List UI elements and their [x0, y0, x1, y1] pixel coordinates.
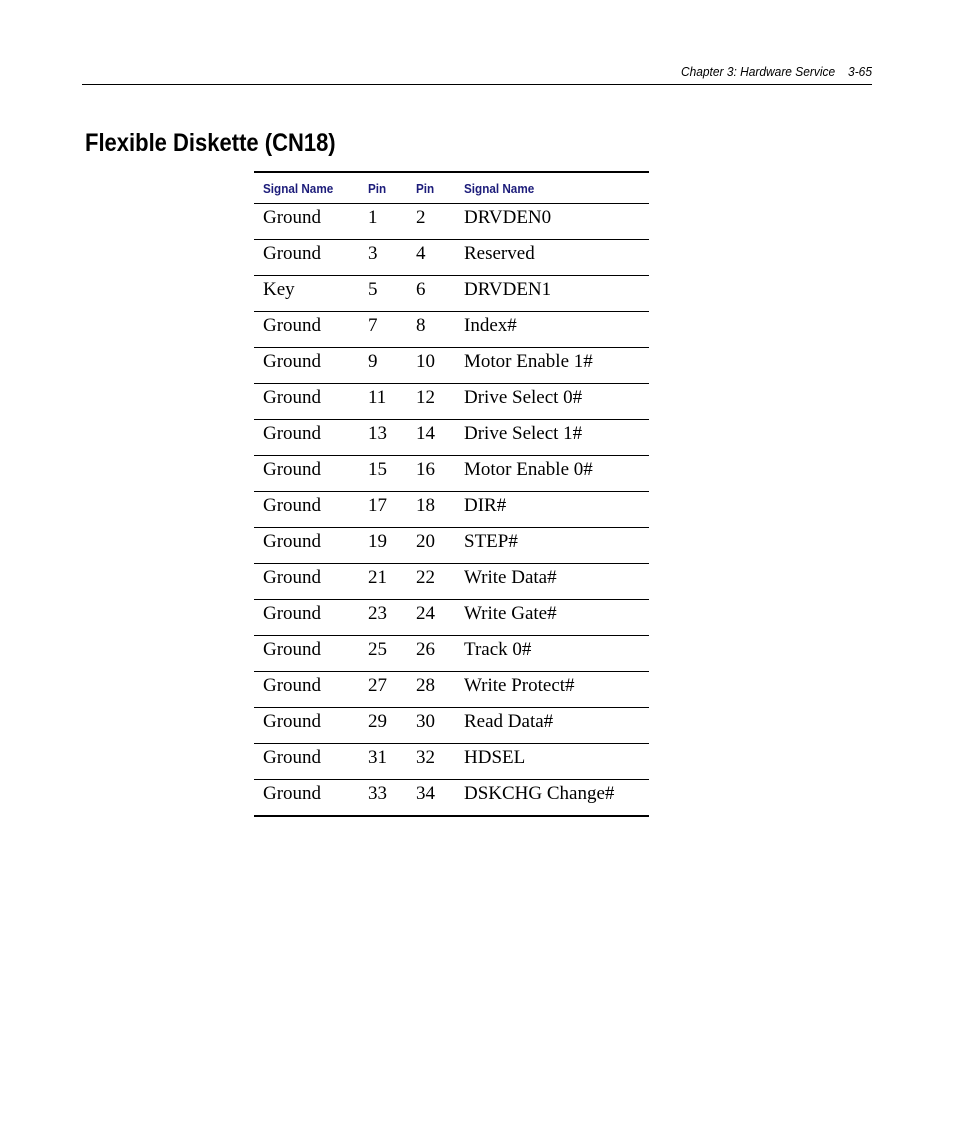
- column-header-label: Pin: [416, 180, 435, 196]
- table-row: [254, 708, 649, 744]
- table-row: [254, 672, 649, 708]
- pin-cell: 15: [359, 456, 407, 492]
- signal-name-cell: DSKCHG Change#: [464, 783, 615, 804]
- signal-name-cell: Write Gate#: [455, 600, 649, 636]
- pin-cell: 34: [416, 783, 435, 804]
- signal-name-cell: Write Data#: [455, 564, 649, 600]
- table-row: [254, 456, 649, 492]
- table-header: [254, 172, 649, 204]
- table-row: [254, 780, 649, 817]
- pin-cell: 26: [407, 636, 455, 672]
- signal-name-cell: Drive Select 1#: [455, 420, 649, 456]
- pin-cell: 8: [407, 312, 455, 348]
- table-row: [254, 636, 649, 672]
- running-header: [145, 62, 872, 82]
- signal-name-cell: Ground: [254, 240, 359, 276]
- header-rule: [82, 84, 872, 85]
- pin-cell: 27: [359, 672, 407, 708]
- pin-cell: 24: [407, 600, 455, 636]
- table-row: [254, 384, 649, 420]
- pin-cell: 14: [407, 420, 455, 456]
- pin-cell: 11: [359, 384, 407, 420]
- table-row: [254, 564, 649, 600]
- pin-cell: 16: [407, 456, 455, 492]
- signal-name-cell: Ground: [254, 384, 359, 420]
- pin-cell: 30: [407, 708, 455, 744]
- signal-name-cell: Key: [254, 276, 359, 312]
- pin-cell: 18: [407, 492, 455, 528]
- table-row: [254, 744, 649, 780]
- pin-cell: 32: [407, 744, 455, 780]
- signal-name-cell: Reserved: [455, 240, 649, 276]
- pin-cell: 25: [359, 636, 407, 672]
- table-row: [254, 348, 649, 384]
- pin-cell: 28: [407, 672, 455, 708]
- pin-cell: 29: [359, 708, 407, 744]
- signal-name-cell: DRVDEN0: [455, 204, 649, 240]
- signal-name-cell: Read Data#: [455, 708, 649, 744]
- signal-name-cell: Ground: [254, 420, 359, 456]
- pin-cell: 5: [359, 276, 407, 312]
- pin-cell: 9: [359, 348, 407, 384]
- table-header-row: [254, 172, 649, 204]
- signal-name-cell: Drive Select 0#: [455, 384, 649, 420]
- pin-cell: 19: [359, 528, 407, 564]
- section-title: Flexible Diskette (CN18): [85, 129, 336, 157]
- signal-name-cell: Track 0#: [455, 636, 649, 672]
- pin-cell: 20: [407, 528, 455, 564]
- signal-name-cell: Ground: [254, 708, 359, 744]
- pin-cell: 3: [359, 240, 407, 276]
- table-row: [254, 312, 649, 348]
- signal-name-cell: Ground: [254, 456, 359, 492]
- pin-cell: 7: [359, 312, 407, 348]
- table-row: [254, 528, 649, 564]
- pin-cell: 10: [407, 348, 455, 384]
- signal-name-cell: Ground: [254, 564, 359, 600]
- pin-cell: 12: [407, 384, 455, 420]
- signal-name-cell: Ground: [254, 636, 359, 672]
- pin-cell: 6: [407, 276, 455, 312]
- column-header-label: Pin: [368, 180, 387, 196]
- pin-table: [254, 171, 649, 817]
- signal-name-cell: Ground: [254, 672, 359, 708]
- column-header-label: Signal Name: [464, 180, 535, 196]
- signal-name-cell: STEP#: [455, 528, 649, 564]
- signal-name-cell: Ground: [254, 312, 359, 348]
- table-row: [254, 204, 649, 240]
- column-header: [359, 172, 407, 204]
- signal-name-cell: Ground: [263, 783, 322, 804]
- pin-cell: 23: [359, 600, 407, 636]
- column-header-label: Signal Name: [263, 180, 334, 196]
- pin-cell: 13: [359, 420, 407, 456]
- table-row: [254, 492, 649, 528]
- pin-cell: 1: [359, 204, 407, 240]
- signal-name-cell: HDSEL: [455, 744, 649, 780]
- signal-name-cell: Ground: [254, 600, 359, 636]
- signal-name-cell: Ground: [254, 348, 359, 384]
- pin-cell: 2: [407, 204, 455, 240]
- signal-name-cell: Index#: [455, 312, 649, 348]
- chapter-title: Chapter 3: Hardware Service: [680, 64, 836, 79]
- column-header: [254, 172, 359, 204]
- table-row: [254, 600, 649, 636]
- signal-name-cell: Ground: [254, 528, 359, 564]
- table-body: [254, 204, 649, 817]
- signal-name-cell: Ground: [254, 492, 359, 528]
- signal-name-cell: DIR#: [455, 492, 649, 528]
- signal-name-cell: DRVDEN1: [455, 276, 649, 312]
- table-row: [254, 276, 649, 312]
- pin-cell: 31: [359, 744, 407, 780]
- pin-cell: 4: [407, 240, 455, 276]
- signal-name-cell: Write Protect#: [455, 672, 649, 708]
- pin-cell: 22: [407, 564, 455, 600]
- column-header: [407, 172, 455, 204]
- signal-name-cell: Motor Enable 1#: [455, 348, 649, 384]
- table-row: [254, 420, 649, 456]
- pin-cell: 21: [359, 564, 407, 600]
- pin-cell: 33: [368, 783, 387, 804]
- column-header: [455, 172, 649, 204]
- page-number: 3-65: [848, 64, 872, 79]
- signal-name-cell: Motor Enable 0#: [455, 456, 649, 492]
- signal-name-cell: Ground: [254, 744, 359, 780]
- pin-cell: 17: [359, 492, 407, 528]
- table-row: [254, 240, 649, 276]
- signal-name-cell: Ground: [254, 204, 359, 240]
